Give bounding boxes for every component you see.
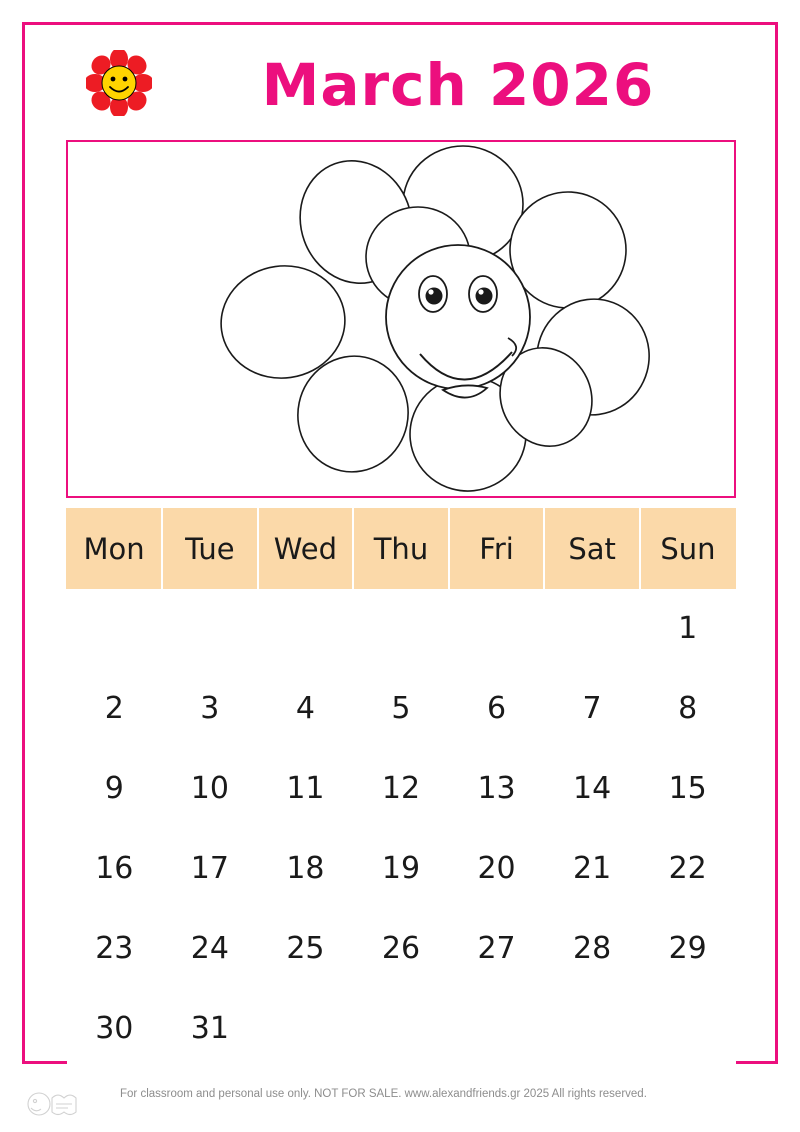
weekday-header-tue: Tue — [162, 509, 258, 589]
calendar-week-row — [67, 989, 736, 1069]
day-cell: 26 — [353, 909, 449, 989]
copyright-notice: For classroom and personal use only. NOT FOR SALE. www.alexandfriends.gr 2025 All rights reserved. — [120, 1088, 647, 1100]
day-cell: 5 — [353, 669, 449, 749]
day-cell — [67, 589, 163, 669]
day-cell: 22 — [640, 829, 736, 909]
day-cell: 6 — [449, 669, 545, 749]
day-cell: 3 — [162, 669, 258, 749]
page-footer — [0, 1074, 800, 1132]
calendar-week-row — [67, 749, 736, 829]
calendar-grid — [66, 508, 736, 1069]
weekday-header-thu: Thu — [353, 509, 449, 589]
smiling-flower-icon — [86, 50, 152, 116]
day-cell — [449, 989, 545, 1069]
alex-and-friends-logo — [26, 1084, 80, 1124]
day-cell — [449, 589, 545, 669]
day-cell: 17 — [162, 829, 258, 909]
day-cell — [353, 589, 449, 669]
weekday-header-mon: Mon — [67, 509, 163, 589]
day-cell — [353, 989, 449, 1069]
page-header — [48, 40, 748, 130]
day-cell: 13 — [449, 749, 545, 829]
day-cell: 31 — [162, 989, 258, 1069]
day-cell: 18 — [258, 829, 354, 909]
day-cell: 7 — [544, 669, 640, 749]
day-cell: 15 — [640, 749, 736, 829]
day-cell — [544, 589, 640, 669]
day-cell: 4 — [258, 669, 354, 749]
day-cell: 16 — [67, 829, 163, 909]
calendar-week-row — [67, 669, 736, 749]
day-cell: 10 — [162, 749, 258, 829]
day-cell: 12 — [353, 749, 449, 829]
flower-with-smiling-face-outline — [68, 142, 736, 496]
day-cell: 14 — [544, 749, 640, 829]
calendar-week-row — [67, 589, 736, 669]
weekday-header-wed: Wed — [258, 509, 354, 589]
weekday-header-sat: Sat — [544, 509, 640, 589]
day-cell: 9 — [67, 749, 163, 829]
day-cell — [640, 989, 736, 1069]
coloring-image-box — [66, 140, 736, 498]
day-cell — [544, 989, 640, 1069]
day-cell: 23 — [67, 909, 163, 989]
weekday-header-row — [67, 509, 736, 589]
day-cell: 25 — [258, 909, 354, 989]
day-cell: 29 — [640, 909, 736, 989]
day-cell: 21 — [544, 829, 640, 909]
day-cell — [258, 589, 354, 669]
day-cell: 28 — [544, 909, 640, 989]
day-cell: 8 — [640, 669, 736, 749]
day-cell: 1 — [640, 589, 736, 669]
day-cell: 27 — [449, 909, 545, 989]
day-cell: 24 — [162, 909, 258, 989]
day-cell: 30 — [67, 989, 163, 1069]
calendar-week-row — [67, 909, 736, 989]
weekday-header-sun: Sun — [640, 509, 736, 589]
day-cell — [258, 989, 354, 1069]
day-cell: 19 — [353, 829, 449, 909]
calendar-week-row — [67, 829, 736, 909]
page-title: March 2026 — [261, 51, 655, 119]
day-cell: 2 — [67, 669, 163, 749]
day-cell: 20 — [449, 829, 545, 909]
day-cell — [162, 589, 258, 669]
day-cell: 11 — [258, 749, 354, 829]
weekday-header-fri: Fri — [449, 509, 545, 589]
